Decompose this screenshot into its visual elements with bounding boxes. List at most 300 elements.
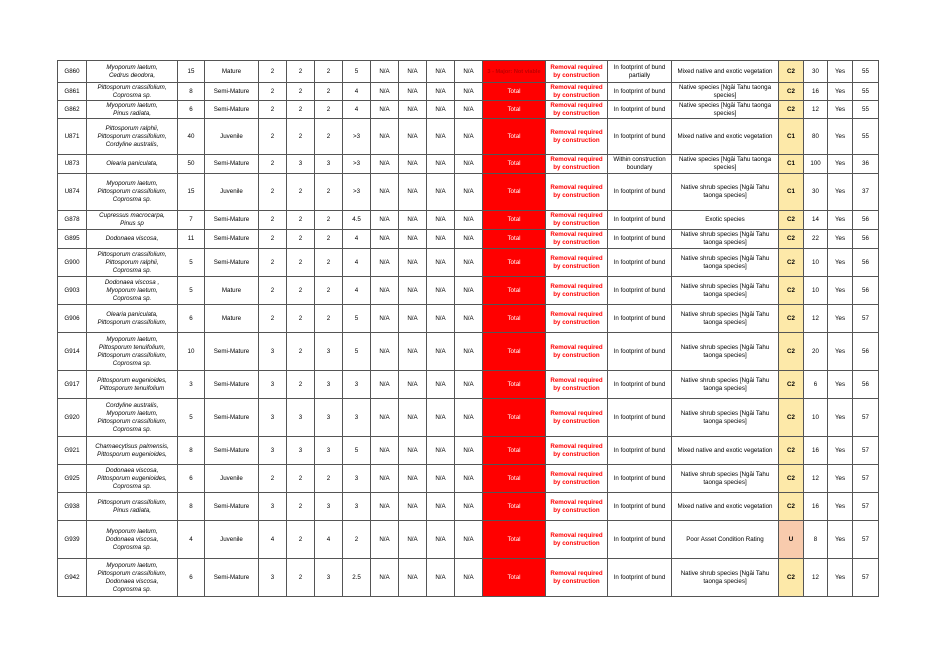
cell-impact: Total <box>483 559 546 597</box>
cell-value-2: Yes <box>828 371 853 399</box>
species-name: Dodonaea viscosa , <box>104 278 160 286</box>
cell-e: N/A <box>371 277 399 305</box>
cell-location: Within construction boundary <box>608 155 672 174</box>
cell-value-1: 22 <box>804 230 828 249</box>
cell-location: In footprint of bund <box>608 211 672 230</box>
cell-score-b: 2 <box>287 211 315 230</box>
cell-age-class: Semi-Mature <box>205 399 259 437</box>
cell-notes: Native shrub species [Ngāi Tahu taonga species] <box>672 305 779 333</box>
cell-count: 40 <box>178 119 205 155</box>
cell-tree-id: G906 <box>58 305 87 333</box>
table-row <box>58 230 879 249</box>
species-name: Cordyline australis, <box>105 401 159 409</box>
cell-category: C1 <box>779 155 804 174</box>
cell-f: N/A <box>399 521 427 559</box>
cell-score-b: 2 <box>287 61 315 83</box>
cell-age-class: Semi-Mature <box>205 437 259 465</box>
cell-score-d: 5 <box>343 305 371 333</box>
table-row <box>58 211 879 230</box>
cell-e: N/A <box>371 155 399 174</box>
cell-h: N/A <box>455 61 483 83</box>
cell-impact: Total <box>483 521 546 559</box>
cell-species <box>87 277 178 305</box>
cell-h: N/A <box>455 101 483 119</box>
cell-action: Removal required by construction <box>546 277 608 305</box>
cell-category: C2 <box>779 493 804 521</box>
cell-tree-id: G942 <box>58 559 87 597</box>
cell-h: N/A <box>455 174 483 211</box>
cell-impact: Total <box>483 83 546 101</box>
cell-species <box>87 493 178 521</box>
species-name: Chamaecytisus palmensis, <box>95 442 169 450</box>
cell-action: Removal required by construction <box>546 174 608 211</box>
cell-g: N/A <box>427 305 455 333</box>
cell-score-d: >3 <box>343 174 371 211</box>
species-name: Coprosma sp. <box>112 359 152 367</box>
species-name: Pittosporum crassifolium, <box>97 351 167 359</box>
cell-value-1: 16 <box>804 83 828 101</box>
cell-value-3: 57 <box>853 437 879 465</box>
table-row <box>58 437 879 465</box>
cell-f: N/A <box>399 249 427 277</box>
table-row <box>58 559 879 597</box>
cell-action: Removal required by construction <box>546 371 608 399</box>
species-name: Coprosma sp. <box>112 266 152 274</box>
cell-f: N/A <box>399 211 427 230</box>
cell-notes: Mixed native and exotic vegetation <box>672 493 779 521</box>
cell-action: Removal required by construction <box>546 437 608 465</box>
table-row <box>58 155 879 174</box>
cell-g: N/A <box>427 119 455 155</box>
species-name: Pinus radiata, <box>113 109 151 117</box>
cell-h: N/A <box>455 371 483 399</box>
tree-assessment-table <box>57 60 879 597</box>
species-name: Pittosporum crassifolium, <box>97 498 167 506</box>
cell-impact: Total <box>483 277 546 305</box>
cell-tree-id: G903 <box>58 277 87 305</box>
cell-value-1: 20 <box>804 333 828 371</box>
cell-action: Removal required by construction <box>546 493 608 521</box>
cell-notes: Native species [Ngāi Tahu taonga species] <box>672 155 779 174</box>
species-name: Myoporum laetum, <box>106 63 158 71</box>
cell-score-a: 2 <box>259 101 287 119</box>
species-name: Pittosporum ralphii, <box>105 258 159 266</box>
cell-notes: Native species [Ngāi Tahu taonga species] <box>672 101 779 119</box>
cell-age-class: Semi-Mature <box>205 230 259 249</box>
cell-location: In footprint of bund <box>608 174 672 211</box>
cell-score-b: 2 <box>287 465 315 493</box>
cell-score-a: 3 <box>259 493 287 521</box>
cell-species <box>87 230 178 249</box>
cell-age-class: Mature <box>205 277 259 305</box>
species-name: Pittosporum crassifolium, <box>97 417 167 425</box>
cell-species <box>87 174 178 211</box>
cell-location: In footprint of bund <box>608 101 672 119</box>
table-row <box>58 83 879 101</box>
cell-species <box>87 249 178 277</box>
cell-location: In footprint of bund <box>608 119 672 155</box>
species-name: Myoporum laetum, <box>106 180 158 187</box>
cell-value-1: 16 <box>804 493 828 521</box>
cell-f: N/A <box>399 83 427 101</box>
cell-age-class: Semi-Mature <box>205 249 259 277</box>
cell-location: In footprint of bund <box>608 437 672 465</box>
cell-notes: Native shrub species [Ngāi Tahu taonga species] <box>672 465 779 493</box>
cell-h: N/A <box>455 83 483 101</box>
cell-score-a: 2 <box>259 119 287 155</box>
cell-count: 8 <box>178 83 205 101</box>
cell-e: N/A <box>371 119 399 155</box>
cell-e: N/A <box>371 399 399 437</box>
cell-action: Removal required by construction <box>546 465 608 493</box>
cell-score-a: 2 <box>259 211 287 230</box>
cell-e: N/A <box>371 83 399 101</box>
cell-location: In footprint of bund <box>608 493 672 521</box>
cell-value-3: 57 <box>853 465 879 493</box>
cell-score-b: 2 <box>287 174 315 211</box>
cell-g: N/A <box>427 277 455 305</box>
cell-score-c: 3 <box>315 493 343 521</box>
cell-f: N/A <box>399 465 427 493</box>
cell-f: N/A <box>399 230 427 249</box>
cell-h: N/A <box>455 333 483 371</box>
cell-count: 6 <box>178 465 205 493</box>
cell-score-d: 3 <box>343 493 371 521</box>
cell-count: 5 <box>178 399 205 437</box>
cell-category: C2 <box>779 277 804 305</box>
cell-h: N/A <box>455 211 483 230</box>
cell-impact: Total <box>483 437 546 465</box>
cell-score-c: 3 <box>315 437 343 465</box>
table-row <box>58 305 879 333</box>
cell-score-c: 2 <box>315 211 343 230</box>
cell-h: N/A <box>455 399 483 437</box>
cell-species <box>87 559 178 597</box>
cell-value-3: 56 <box>853 333 879 371</box>
cell-tree-id: G917 <box>58 371 87 399</box>
species-name: Coprosma sp. <box>112 482 152 490</box>
cell-category: C2 <box>779 399 804 437</box>
cell-value-3: 56 <box>853 249 879 277</box>
cell-value-2: Yes <box>828 101 853 119</box>
cell-action: Removal required by construction <box>546 249 608 277</box>
cell-value-1: 12 <box>804 559 828 597</box>
cell-value-3: 57 <box>853 305 879 333</box>
cell-impact: Total <box>483 249 546 277</box>
cell-value-3: 55 <box>853 61 879 83</box>
cell-value-1: 12 <box>804 305 828 333</box>
cell-score-a: 2 <box>259 249 287 277</box>
cell-value-2: Yes <box>828 559 853 597</box>
cell-category: C2 <box>779 465 804 493</box>
cell-g: N/A <box>427 211 455 230</box>
cell-e: N/A <box>371 465 399 493</box>
cell-g: N/A <box>427 230 455 249</box>
cell-category: C2 <box>779 305 804 333</box>
cell-f: N/A <box>399 174 427 211</box>
cell-tree-id: G895 <box>58 230 87 249</box>
cell-notes: Poor Asset Condition Rating <box>672 521 779 559</box>
cell-action: Removal required by construction <box>546 61 608 83</box>
cell-score-d: 3 <box>343 399 371 437</box>
cell-score-a: 2 <box>259 277 287 305</box>
cell-impact: Total <box>483 493 546 521</box>
cell-location: In footprint of bund <box>608 465 672 493</box>
cell-location: In footprint of bund <box>608 230 672 249</box>
cell-tree-id: G938 <box>58 493 87 521</box>
cell-value-1: 16 <box>804 437 828 465</box>
cell-tree-id: G878 <box>58 211 87 230</box>
cell-count: 15 <box>178 174 205 211</box>
cell-score-b: 2 <box>287 521 315 559</box>
species-name: Pinus radiata, <box>113 506 151 514</box>
cell-notes: Native shrub species [Ngāi Tahu taonga species] <box>672 371 779 399</box>
cell-score-b: 3 <box>287 437 315 465</box>
cell-value-2: Yes <box>828 305 853 333</box>
cell-score-a: 3 <box>259 437 287 465</box>
cell-value-3: 57 <box>853 559 879 597</box>
cell-species <box>87 211 178 230</box>
cell-score-c: 2 <box>315 119 343 155</box>
cell-location: In footprint of bund <box>608 521 672 559</box>
cell-g: N/A <box>427 155 455 174</box>
cell-f: N/A <box>399 333 427 371</box>
cell-tree-id: U874 <box>58 174 87 211</box>
cell-value-1: 6 <box>804 371 828 399</box>
cell-value-2: Yes <box>828 399 853 437</box>
cell-score-b: 3 <box>287 399 315 437</box>
cell-notes: Native shrub species [Ngāi Tahu taonga species] <box>672 277 779 305</box>
cell-value-1: 10 <box>804 249 828 277</box>
cell-action: Removal required by construction <box>546 333 608 371</box>
cell-count: 8 <box>178 493 205 521</box>
cell-category: C2 <box>779 211 804 230</box>
cell-value-2: Yes <box>828 211 853 230</box>
cell-species <box>87 437 178 465</box>
cell-score-a: 2 <box>259 305 287 333</box>
cell-location: In footprint of bund <box>608 559 672 597</box>
cell-species <box>87 465 178 493</box>
cell-impact: Total <box>483 211 546 230</box>
cell-value-1: 100 <box>804 155 828 174</box>
cell-score-b: 2 <box>287 249 315 277</box>
cell-g: N/A <box>427 83 455 101</box>
cell-f: N/A <box>399 101 427 119</box>
cell-age-class: Semi-Mature <box>205 559 259 597</box>
cell-notes: Native shrub species [Ngāi Tahu taonga species] <box>672 559 779 597</box>
table-row <box>58 249 879 277</box>
cell-e: N/A <box>371 230 399 249</box>
cell-f: N/A <box>399 493 427 521</box>
cell-action: Removal required by construction <box>546 211 608 230</box>
species-name: Pittosporum crassifolium, <box>97 83 167 91</box>
cell-score-b: 2 <box>287 277 315 305</box>
cell-score-c: 3 <box>315 399 343 437</box>
cell-h: N/A <box>455 437 483 465</box>
cell-species <box>87 155 178 174</box>
cell-age-class: Semi-Mature <box>205 155 259 174</box>
species-name: Pittosporum eugenioides, <box>97 450 167 458</box>
cell-location: In footprint of bund partially <box>608 61 672 83</box>
cell-value-1: 14 <box>804 211 828 230</box>
cell-tree-id: U871 <box>58 119 87 155</box>
cell-e: N/A <box>371 101 399 119</box>
cell-score-d: 5 <box>343 333 371 371</box>
cell-impact: Total <box>483 155 546 174</box>
cell-notes: Exotic species <box>672 211 779 230</box>
table-row <box>58 101 879 119</box>
cell-f: N/A <box>399 437 427 465</box>
cell-value-2: Yes <box>828 61 853 83</box>
cell-tree-id: G861 <box>58 83 87 101</box>
cell-species <box>87 521 178 559</box>
cell-score-d: 3 <box>343 371 371 399</box>
species-name: Olearia paniculata, <box>106 160 158 167</box>
cell-score-b: 2 <box>287 305 315 333</box>
cell-tree-id: G860 <box>58 61 87 83</box>
cell-action: Removal required by construction <box>546 119 608 155</box>
table-body <box>58 61 879 597</box>
cell-category: C2 <box>779 249 804 277</box>
cell-species <box>87 333 178 371</box>
cell-value-3: 57 <box>853 493 879 521</box>
cell-value-2: Yes <box>828 521 853 559</box>
cell-h: N/A <box>455 155 483 174</box>
cell-impact: Total <box>483 230 546 249</box>
cell-score-b: 2 <box>287 333 315 371</box>
cell-age-class: Semi-Mature <box>205 493 259 521</box>
cell-species <box>87 61 178 83</box>
cell-action: Removal required by construction <box>546 155 608 174</box>
cell-g: N/A <box>427 61 455 83</box>
cell-h: N/A <box>455 305 483 333</box>
table-row <box>58 371 879 399</box>
cell-g: N/A <box>427 101 455 119</box>
cell-age-class: Semi-Mature <box>205 211 259 230</box>
cell-score-c: 2 <box>315 101 343 119</box>
cell-species <box>87 399 178 437</box>
cell-score-a: 2 <box>259 61 287 83</box>
species-name: Myoporum laetum, <box>106 286 158 294</box>
cell-f: N/A <box>399 155 427 174</box>
cell-score-c: 2 <box>315 249 343 277</box>
cell-age-class: Juvenile <box>205 465 259 493</box>
cell-impact: Total <box>483 174 546 211</box>
cell-count: 6 <box>178 101 205 119</box>
table-row <box>58 277 879 305</box>
cell-count: 8 <box>178 437 205 465</box>
cell-e: N/A <box>371 211 399 230</box>
cell-impact: Total <box>483 119 546 155</box>
cell-score-d: 4 <box>343 101 371 119</box>
cell-impact: Total <box>483 101 546 119</box>
cell-age-class: Semi-Mature <box>205 101 259 119</box>
species-name: Pittosporum ralphii, <box>105 124 159 132</box>
cell-impact: Total <box>483 333 546 371</box>
cell-species <box>87 83 178 101</box>
cell-value-1: 12 <box>804 101 828 119</box>
species-name: Myoporum laetum, <box>106 527 158 535</box>
cell-score-d: >3 <box>343 155 371 174</box>
cell-tree-id: U873 <box>58 155 87 174</box>
species-name: Pittosporum tenuifolium, <box>98 343 166 351</box>
cell-score-a: 2 <box>259 174 287 211</box>
species-name: Pittosporum crassifolium, <box>97 132 167 140</box>
cell-action: Removal required by construction <box>546 399 608 437</box>
cell-score-c: 2 <box>315 61 343 83</box>
cell-score-d: 4 <box>343 277 371 305</box>
cell-value-3: 55 <box>853 83 879 101</box>
species-name: Pittosporum crassifolium, <box>97 318 167 326</box>
cell-value-1: 12 <box>804 465 828 493</box>
cell-score-d: 4 <box>343 83 371 101</box>
cell-g: N/A <box>427 437 455 465</box>
cell-species <box>87 101 178 119</box>
species-name: Pittosporum tenuifolium <box>99 384 165 392</box>
cell-category: C2 <box>779 230 804 249</box>
cell-value-2: Yes <box>828 493 853 521</box>
cell-value-2: Yes <box>828 174 853 211</box>
cell-h: N/A <box>455 521 483 559</box>
cell-action: Removal required by construction <box>546 230 608 249</box>
cell-value-3: 57 <box>853 399 879 437</box>
cell-value-2: Yes <box>828 230 853 249</box>
cell-impact: Total <box>483 305 546 333</box>
species-name: Dodonaea viscosa, <box>105 535 159 543</box>
cell-species <box>87 119 178 155</box>
cell-value-2: Yes <box>828 119 853 155</box>
cell-e: N/A <box>371 249 399 277</box>
cell-e: N/A <box>371 174 399 211</box>
cell-g: N/A <box>427 559 455 597</box>
cell-value-3: 57 <box>853 521 879 559</box>
cell-f: N/A <box>399 119 427 155</box>
cell-score-d: 3 <box>343 465 371 493</box>
cell-score-a: 3 <box>259 559 287 597</box>
cell-e: N/A <box>371 305 399 333</box>
cell-score-b: 2 <box>287 119 315 155</box>
cell-value-1: 30 <box>804 174 828 211</box>
cell-category: C2 <box>779 371 804 399</box>
species-name: Pittosporum crassifolium, <box>97 250 167 258</box>
cell-h: N/A <box>455 249 483 277</box>
cell-score-b: 3 <box>287 155 315 174</box>
cell-category: C2 <box>779 437 804 465</box>
cell-score-c: 3 <box>315 559 343 597</box>
cell-species <box>87 371 178 399</box>
cell-f: N/A <box>399 371 427 399</box>
cell-tree-id: G914 <box>58 333 87 371</box>
cell-count: 6 <box>178 559 205 597</box>
species-name: Myoporum laetum, <box>106 101 158 109</box>
cell-score-a: 3 <box>259 399 287 437</box>
cell-impact: 3 - Major: Not viable <box>483 61 546 83</box>
species-name: Coprosma sp. <box>112 425 152 433</box>
table-row <box>58 119 879 155</box>
cell-count: 50 <box>178 155 205 174</box>
table-row <box>58 61 879 83</box>
table-row <box>58 174 879 211</box>
cell-score-a: 4 <box>259 521 287 559</box>
cell-tree-id: G925 <box>58 465 87 493</box>
table-row <box>58 399 879 437</box>
species-name: Pittosporum crassifolium, <box>97 569 167 577</box>
cell-score-c: 2 <box>315 230 343 249</box>
cell-value-2: Yes <box>828 155 853 174</box>
species-name: Pittosporum eugenioides, <box>97 474 167 482</box>
cell-category: C1 <box>779 119 804 155</box>
cell-notes: Native shrub species [Ngāi Tahu taonga species] <box>672 333 779 371</box>
